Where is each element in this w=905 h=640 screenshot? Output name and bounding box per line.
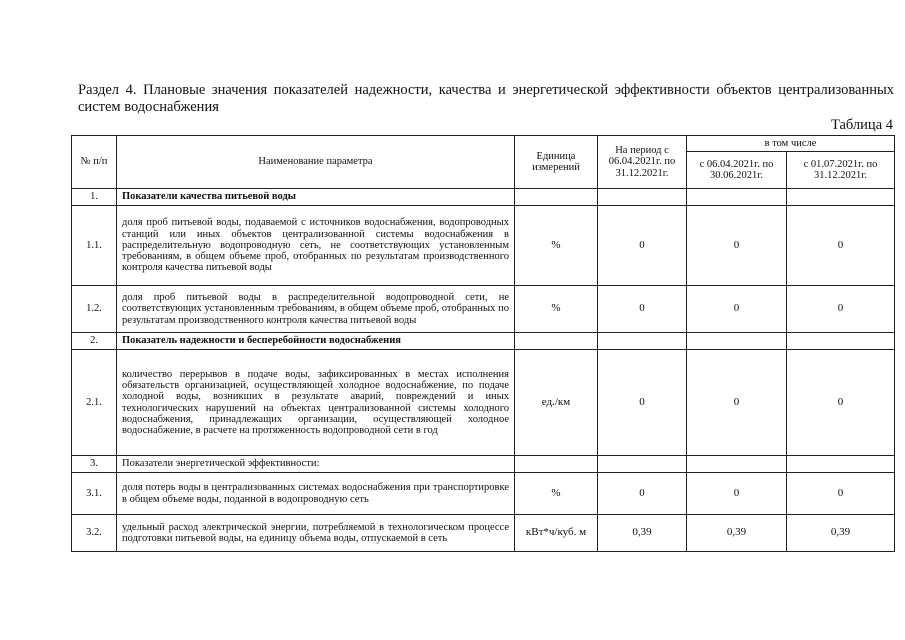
section-heading: Раздел 4. Плановые значения показателей надежности, качества и энергетической эффективности объектов централизованных систем водоснабжения [78, 82, 894, 115]
row-name: количество перерывов в подаче воды, зафиксированных в местах исполнения обязательств организацией, осуществляющей холодное водоснабжение, по подаче холодной воды, возникших в результате аварий, повреждений и иных технологических нарушений на объектах централизованной системы холодного водоснабжения, принадлежащих организации, осуществляющей холодное водоснабжение, в расчете на протяженность водопроводной сети в год [117, 350, 515, 456]
row-sub2: 0 [787, 473, 895, 515]
row-name: доля проб питьевой воды в распределительной водопроводной сети, не соответствующих установленным требованиям, в общем объеме проб, отобранных по результатам производственного контроля качества питьевой воды [117, 286, 515, 333]
row-period: 0 [598, 286, 687, 333]
header-num: № п/п [72, 136, 117, 189]
row-num: 3.1. [72, 473, 117, 515]
row-name: удельный расход электрической энергии, потребляемой в технологическом процессе подготовки питьевой воды, на единицу объема воды, отпускаемой в сеть [117, 515, 515, 552]
row-unit: % [515, 206, 598, 286]
row-period: 0 [598, 473, 687, 515]
row-sub2: 0 [787, 350, 895, 456]
section-num: 1. [72, 189, 117, 206]
row-num: 3.2. [72, 515, 117, 552]
header-group: в том числе [687, 136, 895, 152]
section-num: 2. [72, 333, 117, 350]
table-row [72, 286, 895, 333]
section-row [72, 456, 895, 473]
section-title: Показатели энергетической эффективности: [117, 456, 515, 473]
row-unit: % [515, 473, 598, 515]
header-unit: Единица измерений [515, 136, 598, 189]
row-sub2: 0 [787, 286, 895, 333]
table-row [72, 515, 895, 552]
header-name: Наименование параметра [117, 136, 515, 189]
table-caption: Таблица 4 [830, 117, 893, 133]
table-row [72, 473, 895, 515]
row-sub1: 0 [687, 206, 787, 286]
row-unit: кВт*ч/куб. м [515, 515, 598, 552]
row-num: 1.1. [72, 206, 117, 286]
section-title: Показатель надежности и бесперебойности водоснабжения [117, 333, 515, 350]
row-period: 0,39 [598, 515, 687, 552]
row-unit: ед./км [515, 350, 598, 456]
row-sub1: 0,39 [687, 515, 787, 552]
row-sub2: 0,39 [787, 515, 895, 552]
row-period: 0 [598, 206, 687, 286]
section-row [72, 333, 895, 350]
indicators-table [71, 135, 895, 552]
table-row [72, 350, 895, 456]
section-row [72, 189, 895, 206]
header-period: На период с 06.04.2021г. по 31.12.2021г. [598, 136, 687, 189]
row-sub1: 0 [687, 286, 787, 333]
section-num: 3. [72, 456, 117, 473]
section-title: Показатели качества питьевой воды [117, 189, 515, 206]
row-sub2: 0 [787, 206, 895, 286]
row-name: доля потерь воды в централизованных системах водоснабжения при транспортировке в общем объеме воды, поданной в водопроводную сеть [117, 473, 515, 515]
row-sub1: 0 [687, 350, 787, 456]
header-sub2: с 01.07.2021г. по 31.12.2021г. [787, 152, 895, 189]
row-name: доля проб питьевой воды, подаваемой с источников водоснабжения, водопроводных станций или иных объектов централизованной системы водоснабжения в распределительную водопроводную сеть, не соответствующих установленным требованиям, в общем объеме проб, отобранных по результатам производственного контроля качества питьевой воды [117, 206, 515, 286]
row-sub1: 0 [687, 473, 787, 515]
header-sub1: с 06.04.2021г. по 30.06.2021г. [687, 152, 787, 189]
row-period: 0 [598, 350, 687, 456]
row-unit: % [515, 286, 598, 333]
row-num: 1.2. [72, 286, 117, 333]
row-num: 2.1. [72, 350, 117, 456]
table-row [72, 206, 895, 286]
